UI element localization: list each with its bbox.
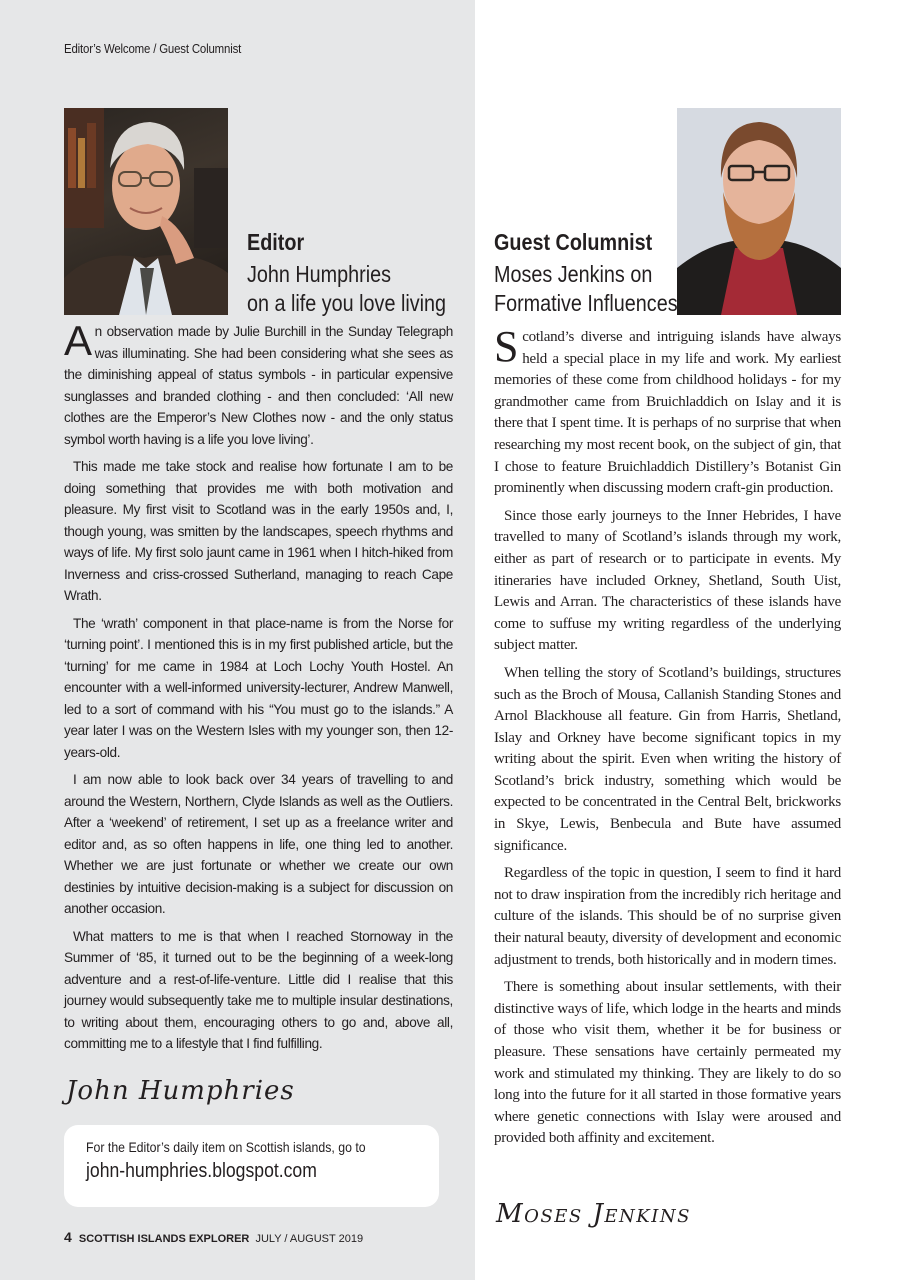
editor-role: Editor <box>247 229 305 255</box>
guest-subtitle: Formative Influences <box>494 290 678 316</box>
page-footer <box>64 1229 363 1245</box>
editor-signature: John Humphries <box>66 1076 295 1106</box>
guest-paragraph: Scotland’s diverse and intriguing islands have always held a special place in my life and work. My earliest memories of these come from childhood holidays - for my grandmother came from Bruichladdich on Islay and it is there that I spent time. It is perhaps of no surprise that when researching my most recent book, on the subject of gin, that I chose to feature Bruichladdich Distillery’s Botanist Gin prominently when discussing modern craft-gin production. <box>494 322 841 497</box>
guest-heading <box>494 228 709 318</box>
editor-dropcap: A <box>64 317 92 364</box>
editor-subtitle: on a life you love living <box>247 290 447 316</box>
editor-paragraph: An observation made by Julie Burchill in the Sunday Telegraph was illuminating. She had been considering what she sees as the diminishing appeal of status symbols - in particular expensive sunglasses and branded clothing - and then concluded: ‘All new clothes are the Emperor’s New Clothes now - and the only status symbol worth having is a life you love living’. <box>64 317 453 447</box>
blog-info-box <box>64 1125 439 1207</box>
editor-paragraph: What matters to me is that when I reached Stornoway in the Summer of ‘85, it turned out to be the beginning of a week-long adventure and a rest-of-life-venture. Little did I realise that this journey would subsequently take me to multiple insular destinations, to writing about them, encouraging others to go and, above all, committing me to a lifestyle that I find fulfilling. <box>64 928 453 1051</box>
blog-link[interactable]: john-humphries.blogspot.com <box>86 1160 317 1182</box>
guest-role: Guest Columnist <box>494 229 653 255</box>
editor-paragraph: This made me take stock and realise how fortunate I am to be doing something that provides me with both motivation and pleasure. My first visit to Scotland was in the early 1950s and, I, though young, was smitten by the landscapes, speech rhythms and ways of life. My first solo jaunt came in 1961 when I hitch-hiked from Inverness and criss-crossed Sutherland, managing to reach Cape Wrath. <box>64 459 453 603</box>
guest-paragraph: Since those early journeys to the Inner Hebrides, I have travelled to many of Scotland’s islands through my work, either as part of research or to participate in events. My itineraries have included Orkney, Shetland, South Uist, Lewis and Arran. The characteristics of these islands have come to suffuse my writing regardless of the underlying subject matter. <box>494 507 841 654</box>
guest-paragraph: Regardless of the topic in question, I seem to find it hard not to draw inspiration from the incredibly rich heritage and culture of the islands. This should be of no surprise given their natural beauty, diversity of development and economic adjustment to trends, both historically and in modern times. <box>494 865 841 968</box>
guest-name: Moses Jenkins on <box>494 261 653 287</box>
editor-paragraph: The ‘wrath’ component in that place-name is from the Norse for ‘turning point’. I mentioned this is in my first published article, but the ‘turning’ for me came in 1984 at Loch Lochy Youth Hostel. An encounter with a well-informed university-lecturer, Andrew Manwell, led to a sort of command with his “You must go to the islands.” A year later I was on the Western Isles with my younger son, then 12-years-old. <box>64 615 453 760</box>
section-header: Editor’s Welcome / Guest Columnist <box>64 41 242 56</box>
editor-portrait-illustration <box>64 108 228 315</box>
page-number: 4 <box>64 1229 72 1245</box>
guest-signature: Moses Jenkins <box>496 1199 691 1229</box>
editor-photo <box>64 108 228 315</box>
guest-paragraph: When telling the story of Scotland’s buildings, structures such as the Broch of Mousa, Callanish Standing Stones and Arnol Blackhouse all feature. Gin from Harris, Shetland, Islay and Orkney have become significant topics in my writing about the spirit. Even when writing the history of Scotland’s brick industry, something which would be expected to be concentrated in the Central Belt, brickworks in Skye, Lewis, Benbecula and Bute have assumed significance. <box>494 664 841 854</box>
guest-article <box>494 322 841 1156</box>
blog-info-text: For the Editor’s daily item on Scottish islands, go to <box>86 1139 366 1155</box>
editor-name: John Humphries <box>247 261 392 287</box>
editor-paragraph: I am now able to look back over 34 years of travelling to and around the Western, Northern, Clyde Islands as well as the Outliers. After a ‘weekend’ of retirement, I set up as a freelance writer and editor and, as so often happens in life, one thing led to another. Whether we are just fortunate or whether we create our own destinies by intuitive decision-making is a subject for discussion on another occasion. <box>64 772 453 916</box>
magazine-name: SCOTTISH ISLANDS EXPLORER <box>78 1233 250 1245</box>
editor-heading <box>247 228 471 318</box>
guest-dropcap: S <box>494 322 519 371</box>
issue-date: JULY / AUGUST 2019 <box>255 1233 364 1245</box>
guest-paragraph: There is something about insular settlements, with their distinctive ways of life, which lodge in the hearts and minds of those who visit them, whether it be for business or pleasure. These sensations have certainly permeated my work and stimulated my thinking. They are likely to do so long into the future for it all started in those formative years where genetic connections with Islay were aroused and provided both affinity and excitement. <box>494 979 841 1147</box>
editor-article <box>64 317 453 1061</box>
